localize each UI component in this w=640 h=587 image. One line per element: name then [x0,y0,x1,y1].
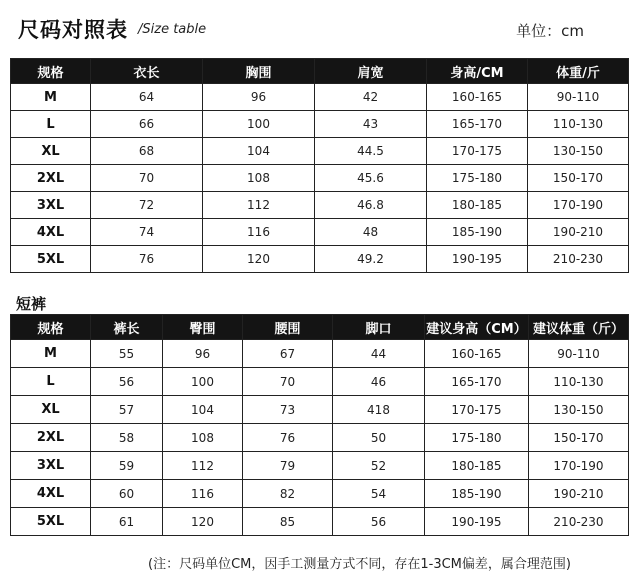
table-row [11,84,629,111]
table-cell: 120 [163,508,243,536]
top-size-table [10,58,629,273]
table-row [11,396,629,424]
table-cell: 70 [243,368,333,396]
table-cell: 49.2 [315,246,427,273]
table-cell: 170-190 [529,452,629,480]
table-cell: 66 [91,111,203,138]
table-row [11,480,629,508]
column-header: 腰围 [243,315,333,340]
table-cell: 150-170 [528,165,629,192]
table-row [11,508,629,536]
table-cell: 90-110 [529,340,629,368]
table-cell: 45.6 [315,165,427,192]
size-cell: 2XL [11,424,91,452]
table-cell: 60 [91,480,163,508]
column-header: 肩宽 [315,59,427,84]
size-cell: XL [11,138,91,165]
table-cell: 170-175 [425,396,529,424]
table-cell: 79 [243,452,333,480]
table-cell: 46 [333,368,425,396]
table-cell: 50 [333,424,425,452]
table-cell: 67 [243,340,333,368]
page-header [18,8,622,44]
size-cell: 3XL [11,452,91,480]
size-cell: L [11,368,91,396]
table-cell: 160-165 [427,84,528,111]
table-cell: 57 [91,396,163,424]
table-cell: 61 [91,508,163,536]
table-row [11,340,629,368]
table-header-row [11,59,629,84]
column-header: 衣长 [91,59,203,84]
table-row [11,368,629,396]
table-cell: 64 [91,84,203,111]
table-cell: 190-210 [529,480,629,508]
table-cell: 180-185 [425,452,529,480]
table-cell: 104 [203,138,315,165]
table-cell: 108 [163,424,243,452]
table-cell: 108 [203,165,315,192]
page-subtitle: /Size table [138,22,207,37]
size-cell: M [11,340,91,368]
table-cell: 74 [91,219,203,246]
table-cell: 190-195 [427,246,528,273]
table-cell: 120 [203,246,315,273]
table-cell: 55 [91,340,163,368]
table-row [11,452,629,480]
size-cell: XL [11,396,91,424]
size-cell: L [11,111,91,138]
table-cell: 54 [333,480,425,508]
table-cell: 210-230 [529,508,629,536]
table-cell: 165-170 [425,368,529,396]
column-header: 身高/CM [427,59,528,84]
table-cell: 130-150 [529,396,629,424]
table-cell: 46.8 [315,192,427,219]
table-cell: 185-190 [427,219,528,246]
table-cell: 70 [91,165,203,192]
column-header: 规格 [11,59,91,84]
table-cell: 100 [203,111,315,138]
column-header: 臀围 [163,315,243,340]
table-cell: 116 [163,480,243,508]
table-cell: 130-150 [528,138,629,165]
table-row [11,165,629,192]
table-cell: 210-230 [528,246,629,273]
table-cell: 85 [243,508,333,536]
table-row [11,424,629,452]
column-header: 体重/斤 [528,59,629,84]
table-cell: 104 [163,396,243,424]
size-cell: 5XL [11,508,91,536]
table-cell: 72 [91,192,203,219]
table-cell: 116 [203,219,315,246]
table-cell: 175-180 [425,424,529,452]
measurement-note: (注：尺码单位CM，因手工测量方式不同，存在1-3CM偏差，属合理范围) [148,557,571,572]
table-cell: 150-170 [529,424,629,452]
table-row [11,138,629,165]
table-row [11,219,629,246]
table-row [11,246,629,273]
table-row [11,111,629,138]
size-cell: 4XL [11,480,91,508]
table-cell: 110-130 [529,368,629,396]
column-header: 胸围 [203,59,315,84]
table-cell: 418 [333,396,425,424]
table-cell: 96 [203,84,315,111]
table-cell: 180-185 [427,192,528,219]
size-cell: M [11,84,91,111]
table-cell: 190-195 [425,508,529,536]
size-cell: 5XL [11,246,91,273]
table-cell: 44 [333,340,425,368]
table-cell: 56 [91,368,163,396]
unit-label: 单位：cm [516,22,584,40]
table-cell: 43 [315,111,427,138]
shorts-section-label: 短裤 [16,295,47,313]
table-cell: 73 [243,396,333,424]
table-cell: 90-110 [528,84,629,111]
size-cell: 2XL [11,165,91,192]
column-header: 建议身高（CM） [425,315,529,340]
table-cell: 76 [243,424,333,452]
table-cell: 100 [163,368,243,396]
table-cell: 185-190 [425,480,529,508]
table-cell: 56 [333,508,425,536]
table-cell: 160-165 [425,340,529,368]
size-cell: 4XL [11,219,91,246]
table-cell: 68 [91,138,203,165]
table-cell: 58 [91,424,163,452]
table-row [11,192,629,219]
shorts-size-table [10,314,629,536]
page-title: 尺码对照表 [18,18,128,42]
table-cell: 48 [315,219,427,246]
table-cell: 112 [203,192,315,219]
table-cell: 175-180 [427,165,528,192]
column-header: 裤长 [91,315,163,340]
column-header: 脚口 [333,315,425,340]
table-header-row [11,315,629,340]
table-cell: 82 [243,480,333,508]
size-cell: 3XL [11,192,91,219]
table-cell: 96 [163,340,243,368]
table-cell: 44.5 [315,138,427,165]
table-cell: 165-170 [427,111,528,138]
column-header: 建议体重（斤） [529,315,629,340]
column-header: 规格 [11,315,91,340]
table-cell: 170-190 [528,192,629,219]
table-cell: 52 [333,452,425,480]
table-cell: 59 [91,452,163,480]
table-cell: 42 [315,84,427,111]
table-cell: 76 [91,246,203,273]
table-cell: 170-175 [427,138,528,165]
table-cell: 110-130 [528,111,629,138]
table-cell: 112 [163,452,243,480]
table-cell: 190-210 [528,219,629,246]
